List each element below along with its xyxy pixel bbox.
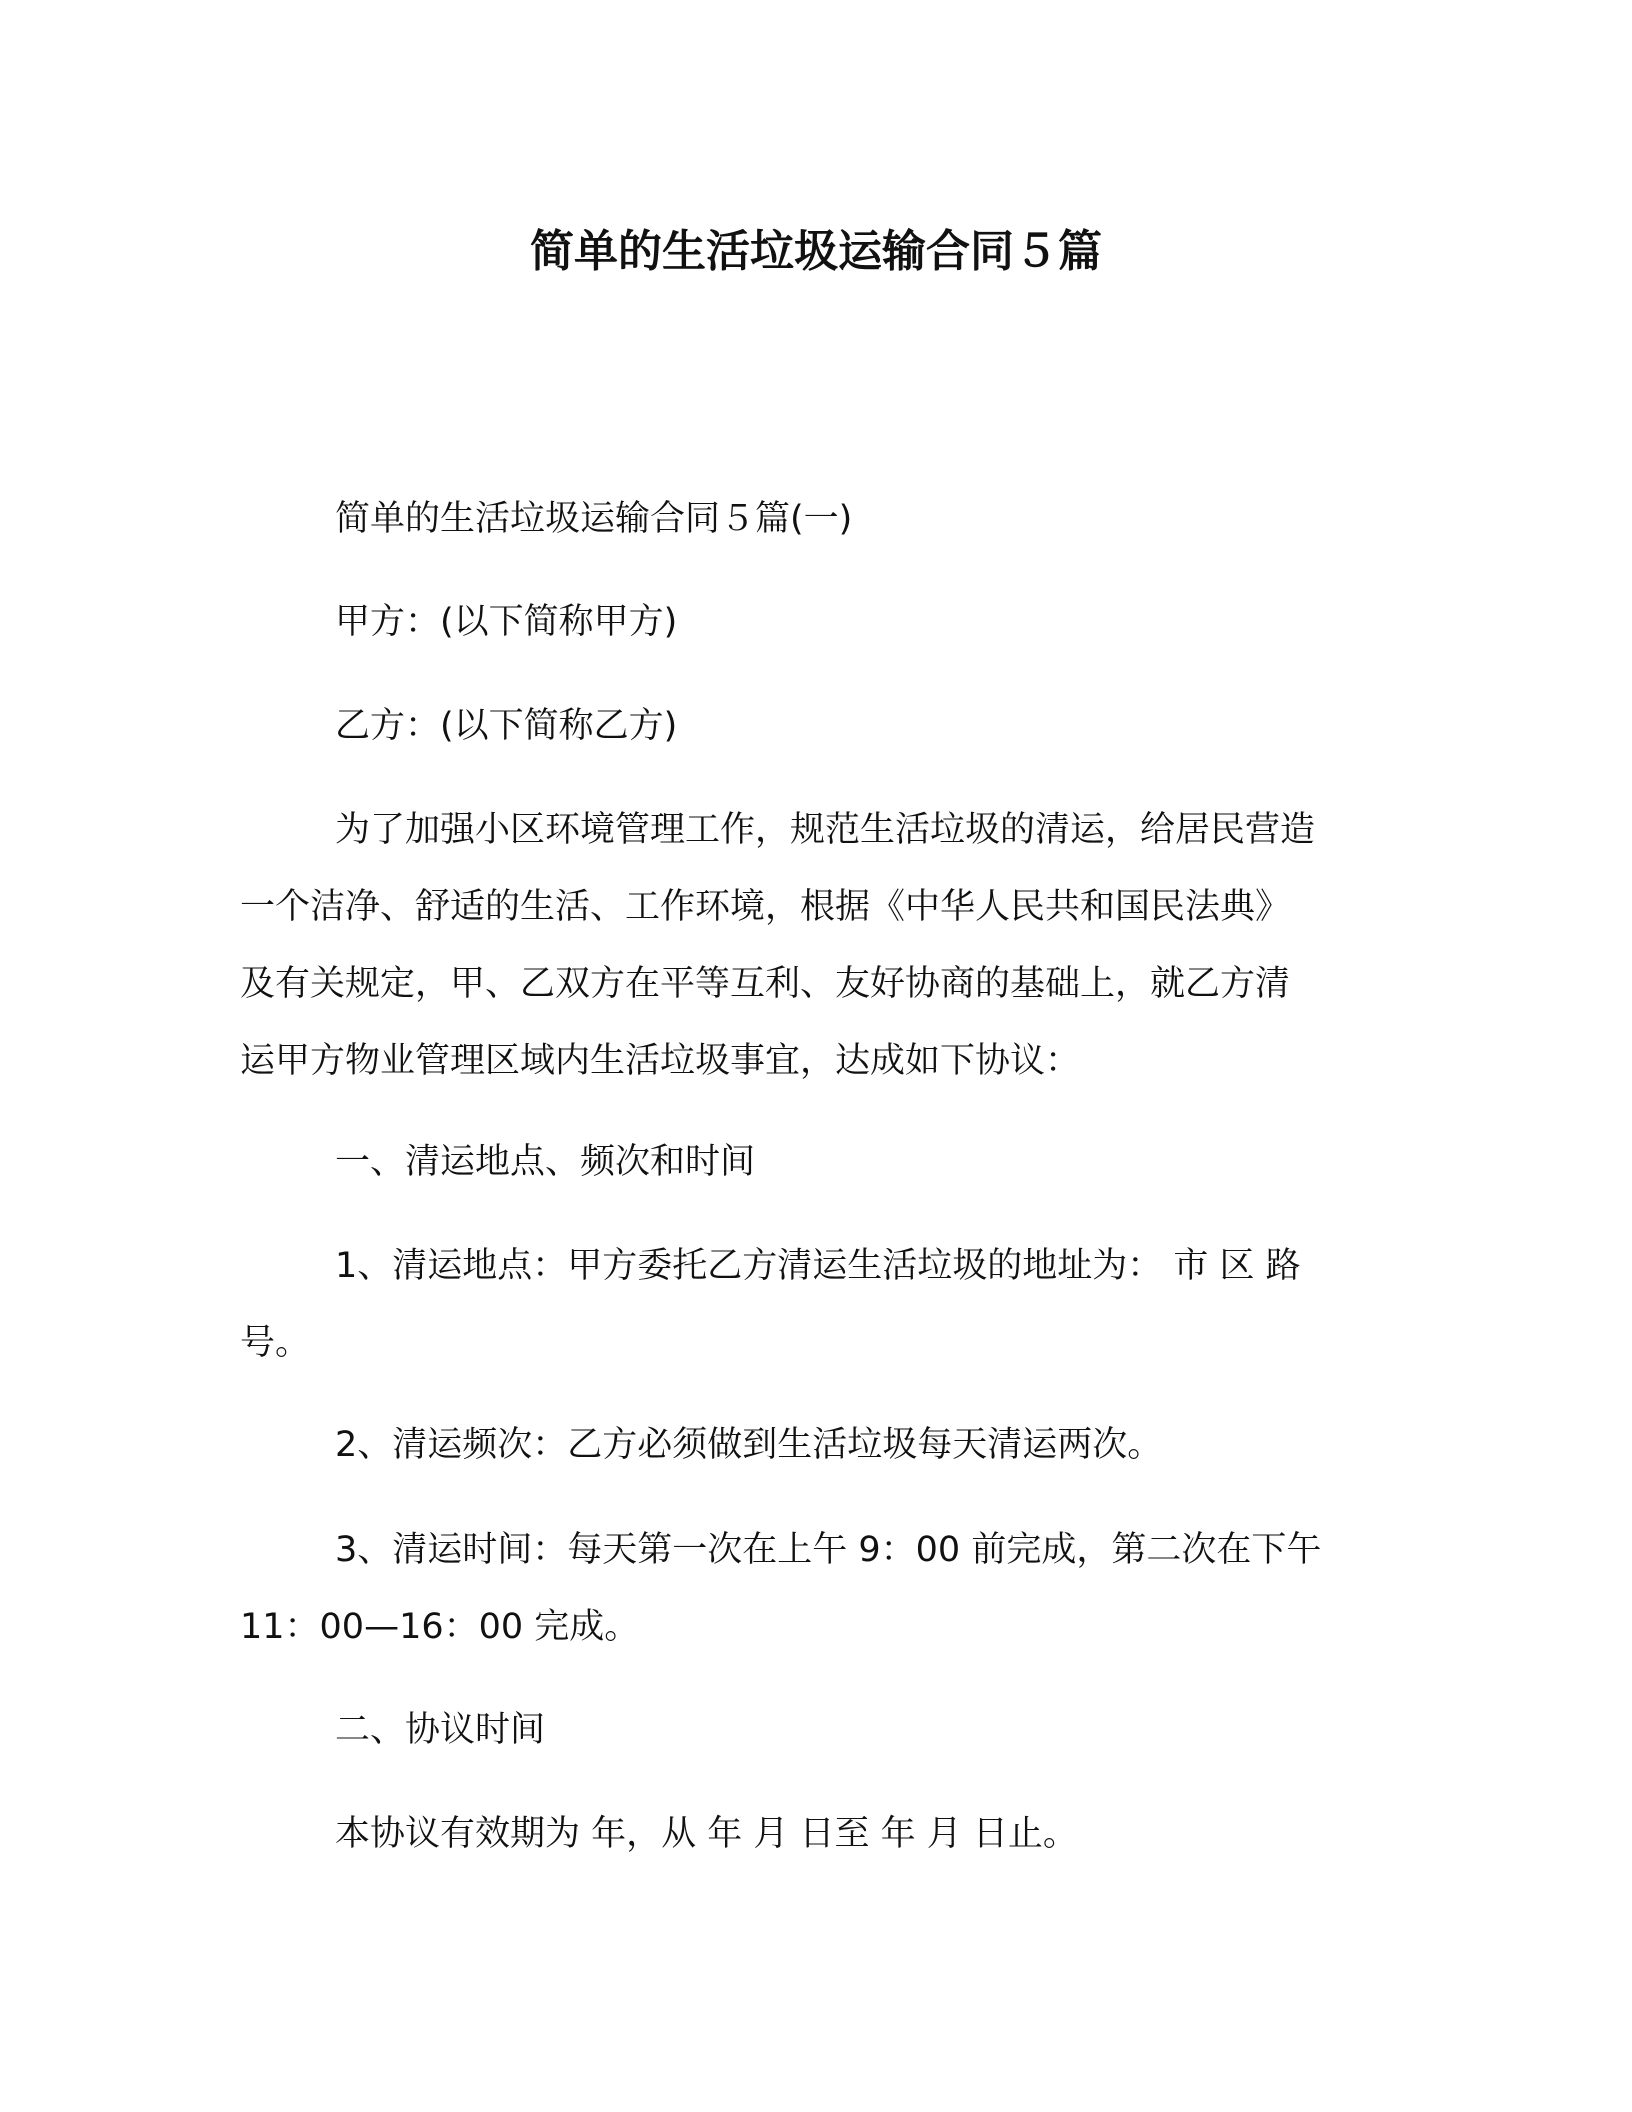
- intro-line-4: 运甲方物业管理区域内生活垃圾事宜，达成如下协议：: [240, 1041, 1081, 1081]
- item-3-line-1: 3、清运时间：每天第一次在上午 9：00 前完成，第二次在下午: [335, 1530, 1322, 1570]
- item-3-paragraph: [240, 1512, 1380, 1666]
- intro-paragraph: [240, 792, 1380, 1100]
- contract-subtitle: 简单的生活垃圾运输合同５篇(一): [335, 499, 853, 539]
- item-1-line-1: 1、清运地点：甲方委托乙方清运生活垃圾的地址为： 市 区 路: [335, 1246, 1301, 1286]
- item-2-paragraph: 2、清运频次：乙方必须做到生活垃圾每天清运两次。: [335, 1425, 1163, 1465]
- intro-line-3: 及有关规定，甲、乙双方在平等互利、友好协商的基础上，就乙方清: [240, 964, 1291, 1004]
- intro-line-1: 为了加强小区环境管理工作，规范生活垃圾的清运，给居民营造: [335, 810, 1316, 850]
- section-1-heading: 一、清运地点、频次和时间: [335, 1142, 756, 1182]
- document-title: 简单的生活垃圾运输合同５篇: [530, 226, 1102, 277]
- item-1-paragraph: [240, 1228, 1380, 1382]
- item-3-line-2: 11：00—16：00 完成。: [240, 1607, 640, 1647]
- item-1-line-2: 号。: [240, 1323, 311, 1363]
- intro-line-2: 一个洁净、舒适的生活、工作环境，根据《中华人民共和国民法典》: [240, 887, 1291, 927]
- party-b-line: 乙方：(以下简称乙方): [335, 706, 678, 746]
- agreement-period-line: 本协议有效期为 年，从 年 月 日至 年 月 日止。: [335, 1814, 1078, 1854]
- section-2-heading: 二、协议时间: [335, 1710, 546, 1750]
- party-a-line: 甲方：(以下简称甲方): [335, 602, 678, 642]
